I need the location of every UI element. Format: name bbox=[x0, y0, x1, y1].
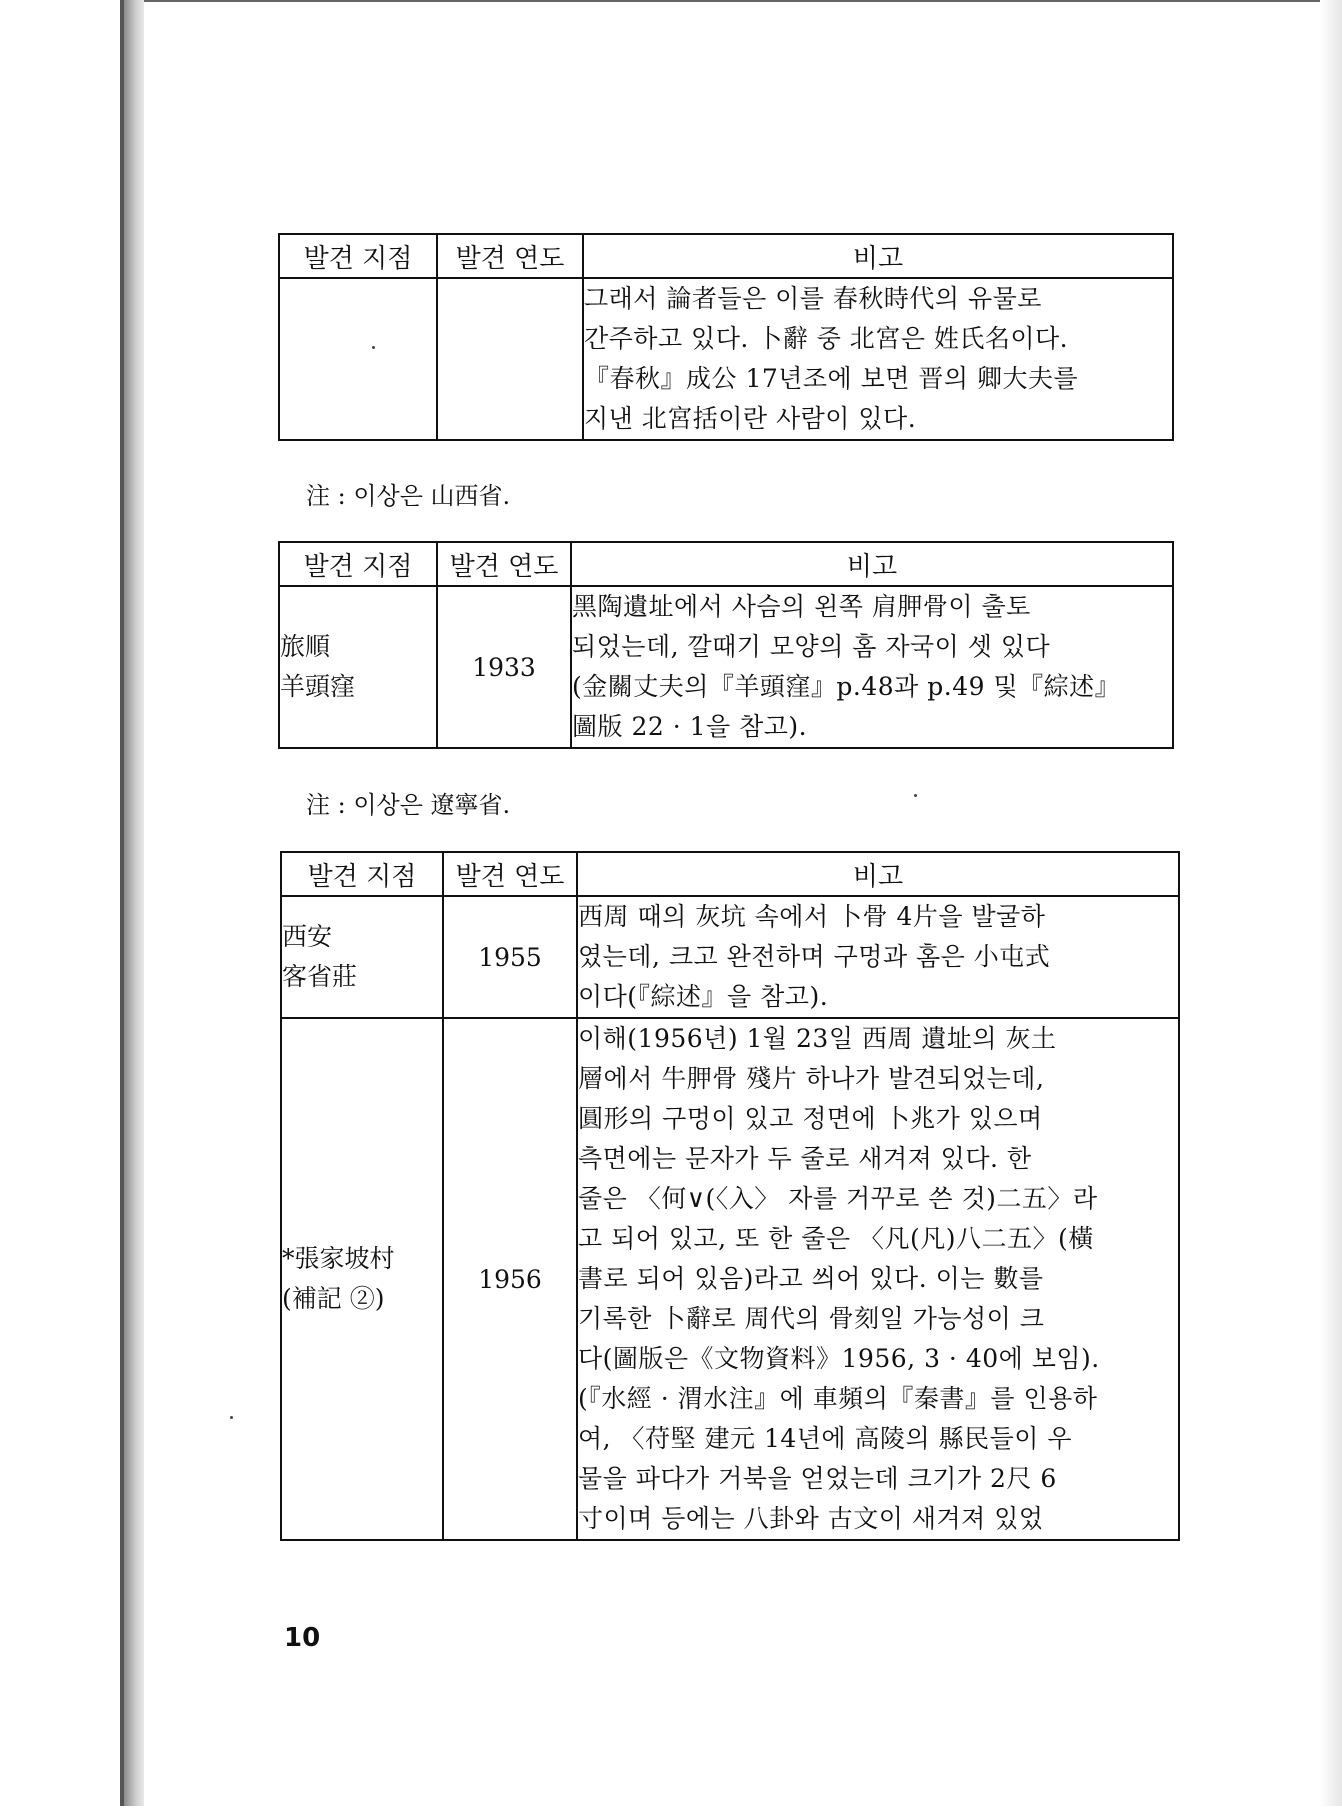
book-spine-shadow bbox=[124, 0, 144, 1806]
note-line: 다(圖版은《文物資料》1956, 3 · 40에 보임). bbox=[578, 1344, 1100, 1373]
note-line: 書로 되어 있음)라고 씌어 있다. 이는 數를 bbox=[578, 1264, 1044, 1293]
note-line: 寸이며 등에는 八卦와 古文이 새겨져 있었 bbox=[578, 1504, 1044, 1533]
table-header-row bbox=[279, 234, 1173, 278]
note-line: 圓形의 구멍이 있고 정면에 卜兆가 있으며 bbox=[578, 1104, 1043, 1133]
note-line: 고 되어 있고, 또 한 줄은 〈凡(凡)八二五〉(橫 bbox=[578, 1224, 1094, 1253]
header-year: 발견 연도 bbox=[443, 852, 577, 896]
header-note: 비고 bbox=[571, 542, 1173, 586]
scan-speck bbox=[230, 1416, 233, 1419]
note-line: 여, 〈苻堅 建元 14년에 高陵의 縣民들이 우 bbox=[578, 1424, 1072, 1453]
note-cell bbox=[577, 896, 1179, 1018]
header-location: 발견 지점 bbox=[279, 542, 437, 586]
location-cell bbox=[281, 1018, 443, 1540]
location-cell bbox=[279, 278, 437, 440]
table-row bbox=[279, 278, 1173, 440]
note-line: 였는데, 크고 완전하며 구멍과 홈은 小屯式 bbox=[578, 942, 1051, 971]
note-line: 기록한 卜辭로 周代의 骨刻일 가능성이 크 bbox=[578, 1304, 1045, 1333]
note-cell bbox=[583, 278, 1173, 440]
note-line: 되었는데, 깔때기 모양의 홈 자국이 셋 있다 bbox=[572, 632, 1051, 661]
note-line: 측면에는 문자가 두 줄로 새겨져 있다. 한 bbox=[578, 1144, 1032, 1173]
note-cell bbox=[571, 586, 1173, 748]
page-number: 10 bbox=[284, 1623, 321, 1653]
note-line: 『春秋』成公 17년조에 보면 晋의 卿大夫를 bbox=[584, 364, 1079, 393]
table-row bbox=[281, 896, 1179, 1018]
location-cell bbox=[279, 586, 437, 748]
location-line: 客省莊 bbox=[282, 962, 358, 991]
year-cell: 1956 bbox=[443, 1018, 577, 1540]
note-line: 물을 파다가 거북을 얻었는데 크기가 2尺 6 bbox=[578, 1464, 1057, 1493]
location-line: 旅順 bbox=[280, 632, 331, 661]
findings-table-1 bbox=[278, 233, 1174, 441]
location-line: *張家坡村 bbox=[282, 1244, 395, 1273]
table-row bbox=[281, 1018, 1179, 1540]
table-header-row bbox=[279, 542, 1173, 586]
year-cell: 1955 bbox=[443, 896, 577, 1018]
note-line: 이해(1956년) 1월 23일 西周 遺址의 灰土 bbox=[578, 1024, 1057, 1053]
note-line: 이다(『綜述』을 참고). bbox=[578, 982, 829, 1011]
year-cell bbox=[437, 278, 583, 440]
note-line: (金關丈夫의『羊頭窪』p.48과 p.49 및『綜述』 bbox=[572, 672, 1121, 701]
location-line: (補記 ②) bbox=[282, 1284, 385, 1313]
note-line: 줄은 〈何∨(〈入〉 자를 거꾸로 쓴 것)二五〉라 bbox=[578, 1184, 1098, 1213]
note-line: (『水經 · 渭水注』에 車頻의『秦書』를 인용하 bbox=[578, 1384, 1098, 1413]
footnote-liaoning: 注 : 이상은 遼寧省. bbox=[306, 791, 511, 819]
header-note: 비고 bbox=[577, 852, 1179, 896]
findings-table-2 bbox=[278, 541, 1174, 749]
header-note: 비고 bbox=[583, 234, 1173, 278]
scan-speck bbox=[372, 346, 375, 349]
table-header-row bbox=[281, 852, 1179, 896]
location-line: 羊頭窪 bbox=[280, 672, 356, 701]
footnote-shanxi: 注 : 이상은 山西省. bbox=[306, 482, 511, 510]
note-line: 그래서 論者들은 이를 春秋時代의 유물로 bbox=[584, 284, 1042, 313]
location-cell bbox=[281, 896, 443, 1018]
note-line: 黑陶遺址에서 사슴의 왼쪽 肩胛骨이 출토 bbox=[572, 592, 1031, 621]
scan-speck bbox=[914, 794, 917, 797]
note-cell bbox=[577, 1018, 1179, 1540]
note-line: 지낸 北宮括이란 사람이 있다. bbox=[584, 404, 917, 433]
note-line: 圖版 22 · 1을 참고). bbox=[572, 712, 808, 741]
header-year: 발견 연도 bbox=[437, 542, 571, 586]
page-right-shadow bbox=[1320, 0, 1342, 1806]
header-location: 발견 지점 bbox=[281, 852, 443, 896]
table-row bbox=[279, 586, 1173, 748]
header-year: 발견 연도 bbox=[437, 234, 583, 278]
year-cell: 1933 bbox=[437, 586, 571, 748]
findings-table-3 bbox=[280, 851, 1180, 1541]
location-line: 西安 bbox=[282, 922, 333, 951]
note-line: 層에서 牛胛骨 殘片 하나가 발견되었는데, bbox=[578, 1064, 1045, 1093]
note-line: 간주하고 있다. 卜辭 중 北宮은 姓氏名이다. bbox=[584, 324, 1069, 353]
header-location: 발견 지점 bbox=[279, 234, 437, 278]
note-line: 西周 때의 灰坑 속에서 卜骨 4片을 발굴하 bbox=[578, 902, 1046, 931]
